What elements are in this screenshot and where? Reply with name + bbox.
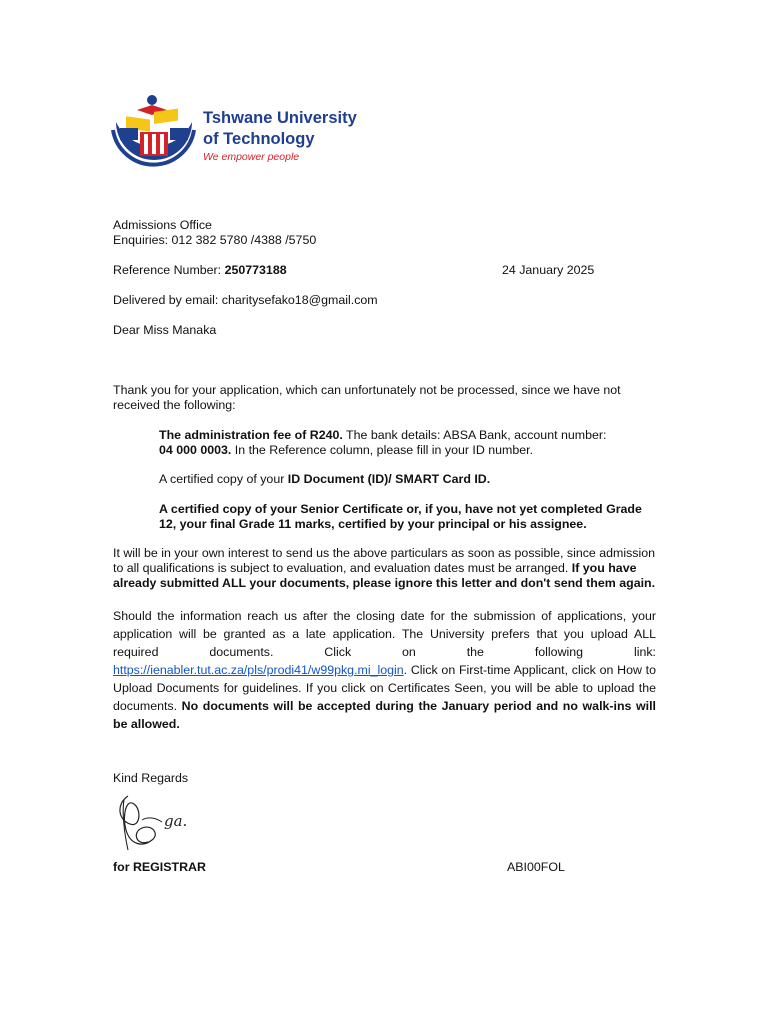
letter-date: 24 January 2025 (502, 263, 595, 277)
office-name: Admissions Office (113, 218, 212, 232)
logo-emblem-icon (113, 95, 194, 165)
kind-regards: Kind Regards (113, 771, 189, 785)
logo-name (203, 108, 357, 150)
interest-text: It will be in your own interest to send us the above particulars as soon as possible, since admission to all qualifications is subject to evaluation, and evaluation dates must be arranged. (113, 546, 656, 575)
reference-label: Reference Number: (113, 263, 225, 277)
late-bold: No documents will be accepted during the January period and no walk-ins will be allowed. (113, 699, 656, 731)
item-admin-fee (159, 428, 659, 458)
late-text-1: Should the information reach us after the closing date for the submission of applications, your application will be granted as a late application. The University prefers that you upload ALL required documents. Click on the following link: (113, 609, 656, 659)
logo-tagline: We empower people (203, 151, 300, 163)
reference-number: 250773188 (224, 263, 287, 277)
late-text-2: . Click on First-time Applicant, click on How to Upload Documents for guidelines. If you click on Certificates Seen, you will be able to upload the documents. (113, 663, 656, 713)
signatory: for REGISTRAR (113, 860, 206, 874)
logo-name-line1: Tshwane University (203, 109, 357, 127)
late-application-paragraph (113, 607, 656, 733)
document-code: ABI00FOL (507, 860, 565, 874)
interest-bold: If you have already submitted ALL your documents, please ignore this letter and don't send them again. (113, 561, 656, 590)
item-senior-certificate: A certified copy of your Senior Certificate or, if you, have not yet completed Grade 12, your final Grade 11 marks, certified by your principal or his assignee. (159, 502, 642, 531)
upload-documents-link[interactable]: https://ienabler.tut.ac.za/pls/prodi41/w99pkg.mi_login (113, 663, 404, 677)
logo-name-line2: of Technology (203, 130, 315, 148)
id-bold: ID Document (ID)/ SMART Card ID. (287, 472, 491, 486)
account-number: 04 000 0003. (159, 443, 232, 457)
interest-paragraph (113, 546, 659, 591)
reference-line (113, 263, 287, 278)
item-id-document (159, 472, 659, 487)
id-text: A certified copy of your (159, 472, 288, 486)
account-text: In the Reference column, please fill in your ID number. (231, 443, 534, 457)
enquiries-line: Enquiries: 012 382 5780 /4388 /5750 (113, 233, 317, 247)
intro-paragraph: Thank you for your application, which can unfortunately not be processed, since we have not received the following: (113, 383, 621, 412)
delivery-line: Delivered by email: charitysefako18@gmail.com (113, 293, 378, 307)
fee-text: The bank details: ABSA Bank, account number: (342, 428, 607, 442)
salutation: Dear Miss Manaka (113, 323, 217, 337)
fee-bold: The administration fee of R240. (159, 428, 343, 442)
signature (112, 790, 212, 856)
signature-text: ga. (164, 812, 188, 830)
